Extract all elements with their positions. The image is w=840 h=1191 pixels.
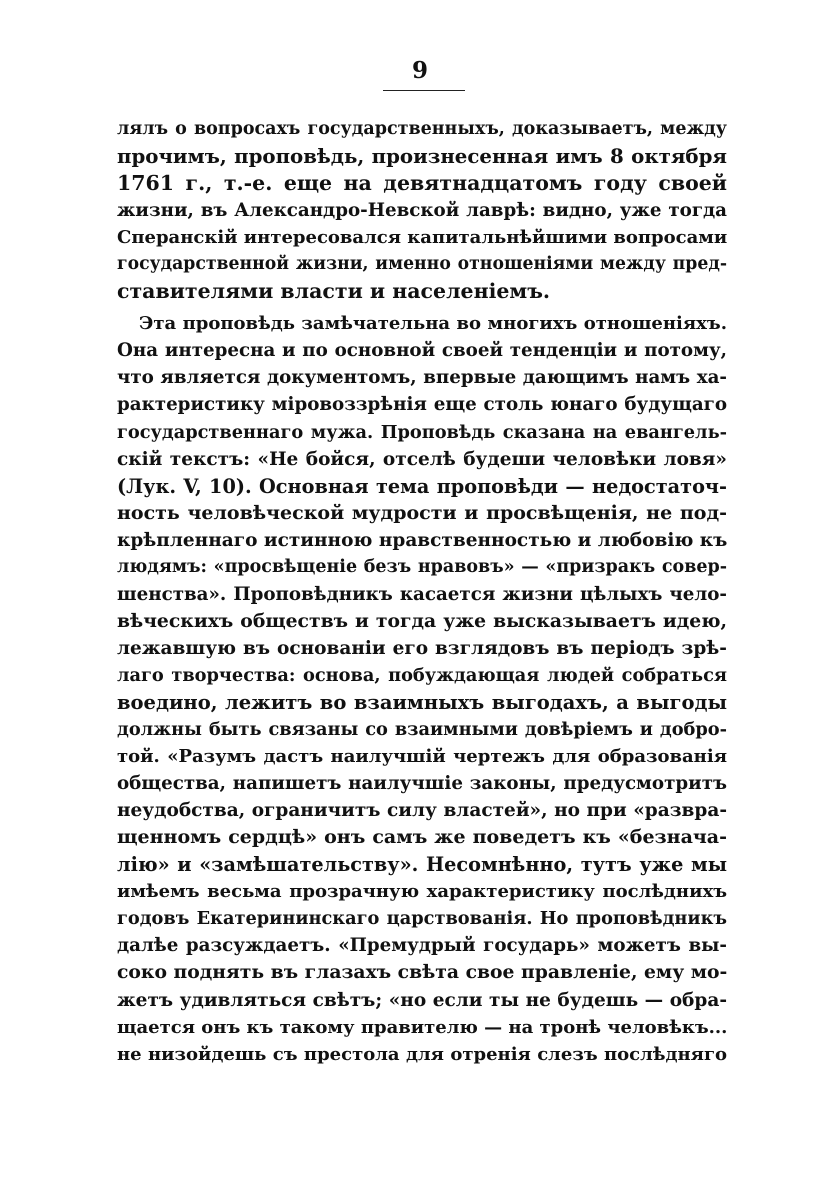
text-line: не низойдешь съ престола для отренія слезъ послѣдняго — [117, 1043, 727, 1065]
text-line: ность человѣческой мудрости и просвѣщенія, не под- — [117, 501, 727, 524]
text-line: вѣческихъ обществъ и тогда уже высказываетъ идею, — [117, 609, 727, 632]
text-line: что является документомъ, впервые дающимъ намъ ха- — [117, 367, 727, 389]
text-line: общества, напишетъ наилучшіе законы, предусмотритъ — [117, 773, 727, 795]
text-line: лаго творчества: основа, побуждающая людей собраться — [117, 664, 727, 686]
text-line: далѣе разсуждаетъ. «Премудрый государь» можетъ вы- — [117, 935, 727, 957]
text-line: лію» и «замѣшательству». Несомнѣнно, тутъ уже мы — [117, 853, 727, 877]
text-line: щенномъ сердцѣ» онъ самъ же поведетъ къ «безнача- — [117, 826, 727, 849]
text-line: щается онъ къ такому правителю — на тронѣ человѣкъ... — [117, 1016, 728, 1038]
text-line: лялъ о вопросахъ государственныхъ, доказываетъ, между — [117, 119, 727, 139]
text-line: имѣемъ весьма прозрачную характеристику послѣднихъ — [117, 881, 727, 903]
text-line: годовъ Екатерининскаго царствованія. Но проповѣдникъ — [117, 908, 727, 930]
text-line: жизни, въ Александро-Невской лаврѣ: видно, уже тогда — [117, 200, 727, 222]
text-line: соко поднять въ глазахъ свѣта свое правленіе, ему мо- — [117, 961, 728, 984]
text-line: государственнаго мужа. Проповѣдь сказана на евангель- — [117, 421, 727, 443]
text-line: воедино, лежитъ во взаимныхъ выгодахъ, а выгоды — [117, 690, 727, 714]
text-line: лежавшую въ основаніи его взглядовъ въ періодъ зрѣ- — [117, 637, 727, 659]
text-line: крѣпленнаго истинною нравственностью и любовію къ — [117, 529, 728, 551]
text-line: неудобства, ограничитъ силу властей», но при «развра- — [117, 800, 727, 822]
text-line: Сперанскій интересовался капитальнѣйшими вопросами — [117, 227, 728, 249]
page-number-rule — [383, 90, 465, 91]
page-number: 9 — [411, 57, 428, 84]
text-line: шенства». Проповѣдникъ касается жизни цѣлыхъ чело- — [117, 583, 727, 605]
text-line: государственной жизни, именно отношеніями между пред- — [117, 254, 727, 275]
body-text — [117, 116, 727, 1068]
text-line: Она интересна и по основной своей тенденціи и потому, — [117, 340, 727, 362]
text-line: той. «Разумъ дастъ наилучшій чертежъ для образованія — [117, 746, 727, 768]
text-line: ставителями власти и населеніемъ. — [117, 279, 551, 304]
text-line: Эта проповѣдь замѣчательна во многихъ отношеніяхъ. — [139, 313, 727, 335]
text-line: прочимъ, проповѣдь, произнесенная имъ 8 октября — [117, 144, 727, 169]
text-line: жетъ удивляться свѣтъ; «но если ты не будешь — обра- — [117, 989, 727, 1011]
text-line: рактеристику міровоззрѣнія еще столь юнаго будущаго — [117, 394, 727, 416]
text-line: 1761 г., т.-е. еще на девятнадцатомъ году своей — [117, 171, 727, 196]
text-line: (Лук. V, 10). Основная тема проповѣди — недостаточ- — [117, 474, 727, 498]
text-line: должны быть связаны со взаимными довѣріемъ и добро- — [117, 719, 727, 741]
text-line: людямъ: «просвѣщеніе безъ нравовъ» — «призракъ совер- — [117, 556, 727, 577]
text-line: скій текстъ: «Не бойся, отселѣ будеши человѣки ловя» — [117, 448, 727, 470]
